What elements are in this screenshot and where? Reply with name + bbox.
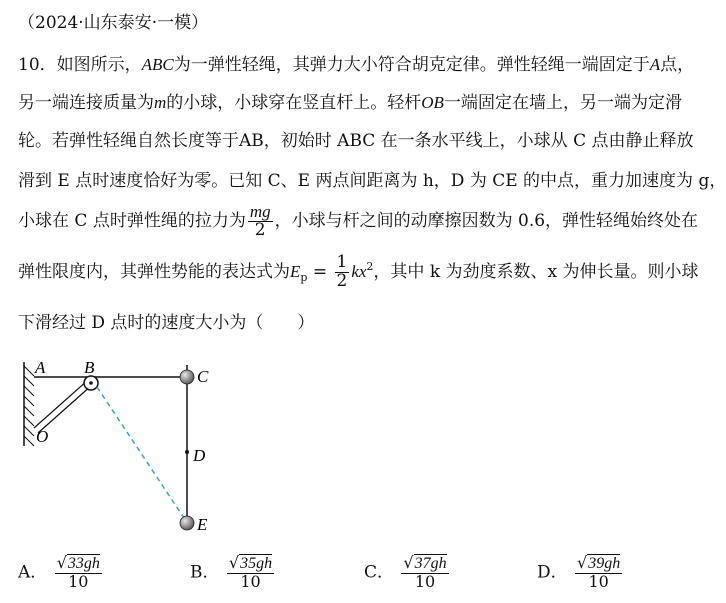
label-c: C	[197, 367, 209, 386]
question-line-7: 下滑经过 D 点时的速度大小为（ ）	[18, 313, 315, 333]
ball-at-e	[180, 516, 194, 530]
fraction-denominator: 10	[588, 571, 609, 591]
source-tag: （2024·山东泰安·一模）	[18, 13, 209, 33]
stretched-rope-be	[97, 387, 186, 521]
option-letter: D．	[537, 562, 568, 583]
fraction-numerator: √35gh	[228, 553, 273, 572]
fraction-numerator: 1	[336, 252, 348, 272]
fraction-denominator: 10	[240, 571, 261, 591]
fraction-numerator: √33gh	[56, 553, 100, 572]
option-c[interactable]	[364, 555, 451, 591]
formula-subscript: p	[300, 271, 308, 285]
rod-ob-edge-2	[38, 385, 92, 433]
fraction-denominator: 2	[254, 219, 266, 240]
question-line-4: 滑到 E 点时速度恰好为零。已知 C、E 两点间距离为 h，D 为 CE 的中点，重力加速度为 g，	[18, 171, 726, 191]
formula-superscript: 2	[366, 260, 374, 274]
point-d	[185, 450, 189, 454]
text-segment: 小球在 C 点时弹性绳的拉力为	[18, 210, 246, 231]
option-fraction	[401, 555, 448, 591]
text-segment: 弹性限度内，其弹性势能的表达式为	[18, 261, 290, 282]
fraction-numerator: mg	[249, 202, 271, 221]
option-fraction	[55, 555, 102, 591]
text-segment: ABC	[141, 55, 174, 74]
option-fraction	[575, 555, 622, 591]
wall-hatch	[24, 366, 34, 446]
option-letter: C．	[364, 562, 395, 583]
label-a: A	[35, 358, 46, 377]
fraction-denominator: 10	[414, 571, 436, 591]
option-b[interactable]	[190, 555, 276, 591]
text-segment: 另一端连接质量为	[18, 93, 154, 113]
radicand: 37gh	[414, 555, 447, 572]
text-segment: ，小球与杆之间的动摩擦因数为 0.6，弹性轻绳始终处在	[274, 210, 699, 231]
radicand: 35gh	[240, 555, 273, 572]
label-b: B	[84, 358, 95, 377]
label-o: O	[36, 427, 49, 446]
question-line-6: 弹性限度内，其弹性势能的表达式为$E_p$ = $\frac{1}{2}$ $kx^2$，其中 k 为劲度系数、x 为伸长量。则小球	[18, 252, 699, 291]
radicand: 39gh	[588, 555, 621, 572]
text-segment: 一端固定在墙上，另一端为定滑	[443, 93, 682, 113]
text-segment: m	[154, 93, 167, 112]
rod-ob-edge-1	[34, 380, 88, 428]
text-segment: 的小球，小球穿在竖直杆上。轻杆	[166, 93, 422, 113]
fraction-numerator: √37gh	[403, 553, 447, 572]
option-letter: B．	[190, 562, 220, 583]
option-d[interactable]	[537, 555, 624, 591]
label-e: E	[197, 515, 208, 534]
option-letter: A．	[18, 562, 48, 583]
question-line-3: 轮。若弹性轻绳自然长度等于AB，初始时 ABC 在一条水平线上，小球从 C 点由静止释放	[18, 131, 694, 151]
text-segment: 点，	[660, 55, 695, 75]
pulley-axle	[89, 381, 93, 385]
formula-symbol: kx	[351, 261, 367, 281]
label-d: D	[193, 446, 206, 465]
fraction-numerator: √39gh	[577, 553, 621, 572]
text-segment: 为一弹性轻绳，其弹力大小符合胡克定律。弹性轻绳一端固定于	[173, 55, 650, 75]
fraction-denominator: 2	[336, 270, 348, 291]
fraction-denominator: 10	[68, 571, 89, 591]
text-segment: 如图所示，	[56, 55, 142, 75]
text-segment: OB	[421, 93, 444, 112]
option-a[interactable]	[18, 555, 104, 591]
ball-at-c	[180, 370, 194, 384]
formula-symbol: E	[290, 261, 301, 281]
radicand: 33gh	[67, 555, 100, 572]
question-number: 10．	[18, 55, 57, 75]
option-fraction	[227, 555, 274, 591]
text-segment: A	[649, 55, 661, 74]
text-segment: ，其中 k 为劲度系数、x 为伸长量。则小球	[373, 261, 699, 282]
